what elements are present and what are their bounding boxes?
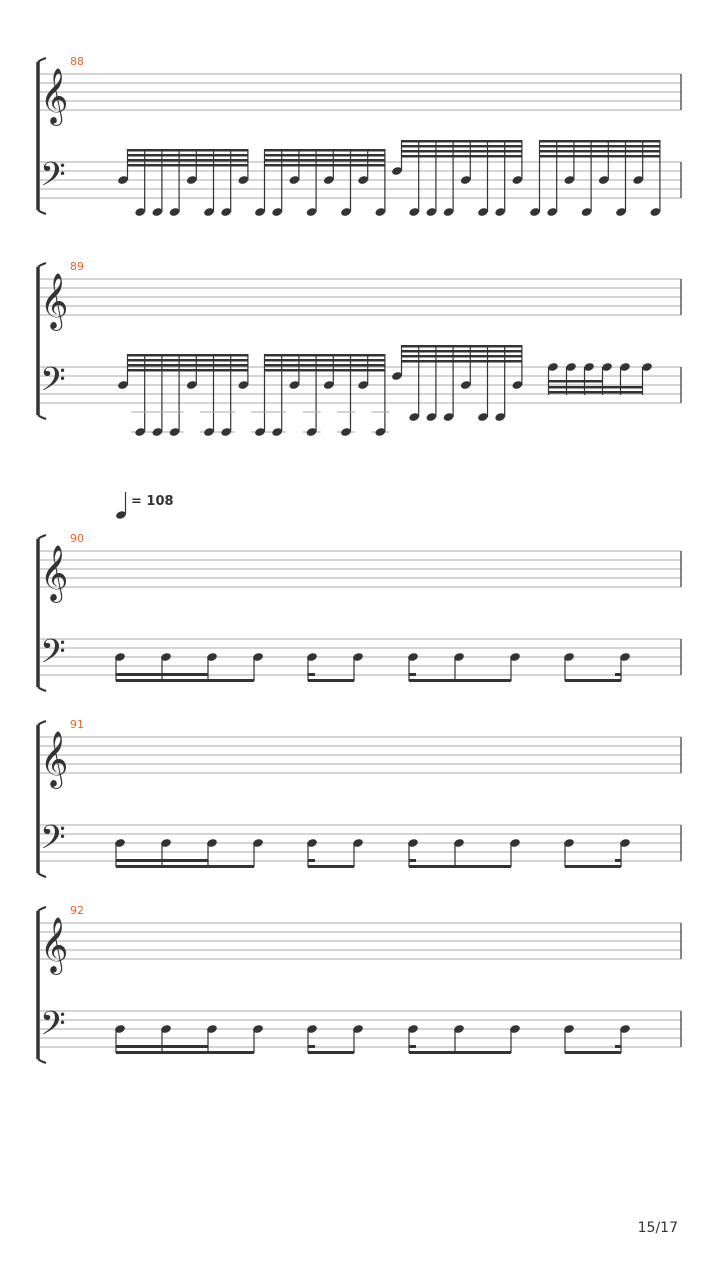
beam [409,865,511,868]
beam [409,679,511,682]
beam [402,345,522,348]
beam [402,140,522,143]
beam [402,355,522,358]
beam [402,350,522,353]
beam [128,149,248,152]
beam [402,360,522,363]
bracket-bottom-hook [38,687,46,691]
bracket-top-hook [38,721,46,725]
measure-number: 91 [70,718,84,731]
beam [402,155,522,158]
beam [116,865,254,868]
beam [128,364,248,367]
system-89 [38,260,681,437]
treble-clef-icon: 𝄞 [40,273,69,329]
bass-clef-icon: 𝄢 [40,361,66,407]
beam [308,679,354,682]
measure-number: 92 [70,904,84,917]
page-number: 15/17 [637,1220,678,1236]
system-90 [38,532,681,691]
beam [128,369,248,372]
beam [565,1051,621,1054]
beam [116,673,208,676]
beam [308,1045,315,1048]
beam [116,859,208,862]
beam [409,673,416,676]
measure-number: 88 [70,55,84,68]
beam [540,155,660,158]
beam [308,673,315,676]
beam [615,673,621,676]
beam [615,859,621,862]
bass-clef-icon: 𝄢 [40,633,66,679]
systems [38,55,681,1063]
beam [265,369,385,372]
treble-clef-icon: 𝄞 [40,68,69,124]
bass-clef-icon: 𝄢 [40,156,66,202]
bracket-top-hook [38,907,46,911]
beam [615,1045,621,1048]
beam [128,359,248,362]
beam [116,679,254,682]
bass-clef-icon: 𝄢 [40,1005,66,1051]
beam [402,145,522,148]
beam [265,364,385,367]
treble-clef-icon: 𝄞 [40,545,69,601]
beam [265,164,385,167]
beam [409,859,416,862]
beam [265,149,385,152]
beam [409,1051,511,1054]
system-91 [38,718,681,877]
tempo-marking [115,492,173,520]
beam [265,159,385,162]
beam [540,140,660,143]
beam [265,154,385,157]
beam [549,386,643,389]
beam [549,380,603,383]
beam [128,354,248,357]
beam [128,154,248,157]
bracket-bottom-hook [38,1059,46,1063]
beam [409,1045,416,1048]
bracket-top-hook [38,58,46,62]
bracket-bottom-hook [38,415,46,419]
beam [116,1051,254,1054]
beam [540,150,660,153]
beam [540,145,660,148]
beam [265,354,385,357]
bracket-top-hook [38,535,46,539]
beam [549,391,643,394]
beam [128,164,248,167]
beam [308,1051,354,1054]
bracket-bottom-hook [38,873,46,877]
measure-number: 89 [70,260,84,273]
system-88 [38,55,681,217]
beam [308,859,315,862]
beam [128,159,248,162]
system-92 [38,904,681,1063]
bass-clef-icon: 𝄢 [40,819,66,865]
tempo-value: = 108 [131,494,174,509]
treble-clef-icon: 𝄞 [40,731,69,787]
treble-clef-icon: 𝄞 [40,917,69,973]
beam [308,865,354,868]
bracket-top-hook [38,263,46,267]
measure-number: 90 [70,532,84,545]
beam [116,1045,208,1048]
bracket-bottom-hook [38,210,46,214]
beam [265,359,385,362]
beam [565,865,621,868]
beam [565,679,621,682]
beam [402,150,522,153]
